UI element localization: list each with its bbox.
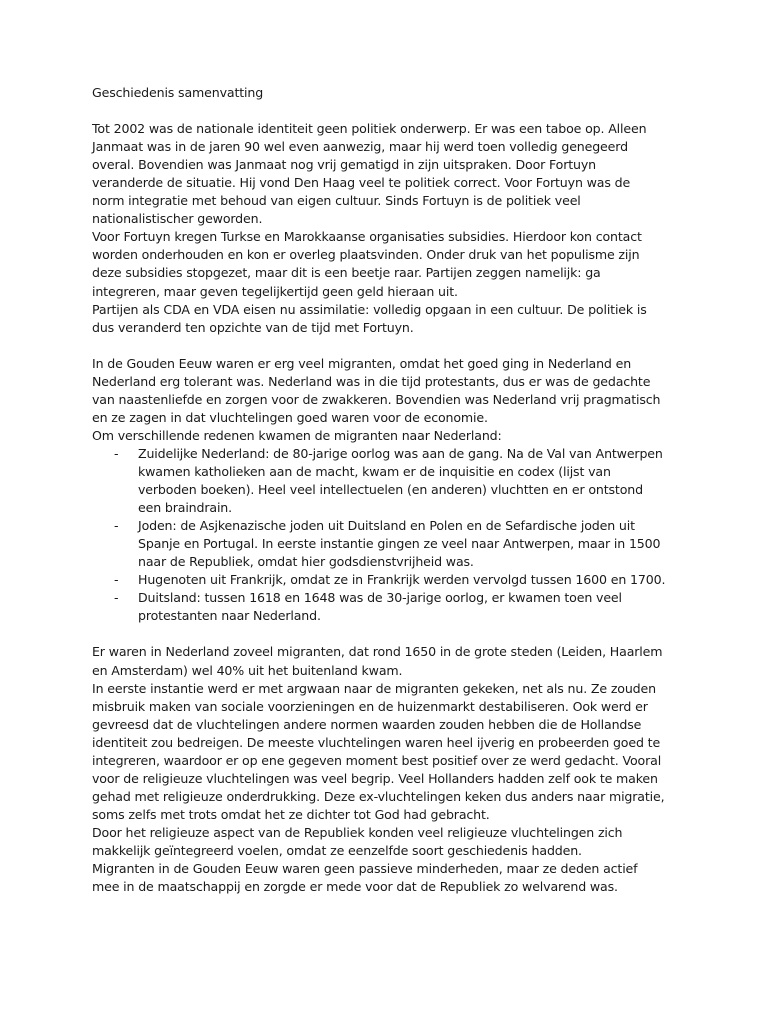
text-line: makkelijk geïntegreerd voelen, omdat ze eenzelfde soort geschiedenis hadden. [92, 842, 582, 858]
document-page [92, 84, 692, 896]
section-golden-age [92, 355, 692, 445]
text-line: veranderde de situatie. Hij vond Den Haag veel te politiek correct. Voor Fortuyn was de [92, 175, 631, 191]
text-line: Nederland erg tolerant was. Nederland was in die tijd protestants, dus er was de gedachte [92, 373, 651, 389]
list-item-line: een braindrain. [138, 500, 232, 516]
list-item [92, 445, 692, 517]
text-line: identiteit zou bedreigen. De meeste vluchtelingen waren heel ijverig en probeerden goed te [92, 734, 661, 750]
text-line: van naastenliefde en zorgen voor de zwakkeren. Bovendien was Nederland vrij pragmatisch [92, 391, 661, 407]
list-item-line: kwamen katholieken aan de macht, kwam er de inquisitie en codex (lijst van [138, 463, 611, 479]
text-line: Om verschillende redenen kwamen de migranten naar Nederland: [92, 427, 502, 443]
text-line: Migranten in de Gouden Eeuw waren geen passieve minderheden, maar ze deden actief [92, 861, 638, 877]
list-item [92, 571, 692, 589]
text-line: overal. Bovendien was Janmaat nog vrij gematigd in zijn uitspraken. Door Fortuyn [92, 157, 597, 173]
text-line: Er waren in Nederland zoveel migranten, dat rond 1650 in de grote steden (Leiden, Haarlem [92, 644, 663, 660]
text-line: nationalistischer geworden. [92, 211, 263, 227]
text-line: misbruik maken van sociale voorzieningen en de huizenmarkt destabiliseren. Ook werd er [92, 698, 648, 714]
text-line: Voor Fortuyn kregen Turkse en Marokkaanse organisaties subsidies. Hierdoor kon contact [92, 229, 642, 245]
list-item [92, 517, 692, 571]
list-item-line: Spanje en Portugal. In eerste instantie gingen ze veel naar Antwerpen, maar in 1500 [138, 536, 661, 552]
list-item-line: verboden boeken). Heel veel intellectuelen (en anderen) vluchtten en er ontstond [138, 482, 643, 498]
migrant-reasons-list [92, 445, 692, 625]
text-line: integreren, maar geven tegelijkertijd geen geld hieraan uit. [92, 283, 458, 299]
text-line: Door het religieuze aspect van de Republiek konden veel religieuze vluchtelingen zich [92, 824, 623, 840]
text-line: voor de religieuze vluchtelingen was veel begrip. Veel Hollanders hadden zelf ook te maken [92, 770, 658, 786]
list-item-line: naar de Republiek, omdat hier godsdienstvrijheid was. [138, 554, 474, 570]
list-item-line: Zuidelijke Nederland: de 80-jarige oorlog was aan de gang. Na de Val van Antwerpen [138, 445, 663, 461]
text-line: Partijen als CDA en VDA eisen nu assimilatie: volledig opgaan in een cultuur. De politiek is [92, 301, 647, 317]
text-line: norm integratie met behoud van eigen cultuur. Sinds Fortuyn is de politiek veel [92, 193, 581, 209]
section-migrants-perception [92, 643, 692, 896]
text-line: In de Gouden Eeuw waren er erg veel migranten, omdat het goed ging in Nederland en [92, 355, 632, 371]
bullet-dash: - [114, 590, 119, 606]
list-item-line: Hugenoten uit Frankrijk, omdat ze in Frankrijk werden vervolgd tussen 1600 en 1700. [138, 572, 666, 588]
paragraph-spacer [92, 102, 692, 120]
list-item-line: Joden: de Asjkenazische joden uit Duitsland en Polen en de Sefardische joden uit [138, 518, 635, 534]
paragraph-spacer [92, 625, 692, 643]
text-line: integreren, waardoor er op ene gegeven moment best positief over ze werd gedacht. Vooral [92, 752, 662, 768]
text-line: gehad met religieuze onderdrukking. Deze ex-vluchtelingen keken dus anders naar migratie, [92, 788, 665, 804]
text-line: deze subsidies stopgezet, maar dit is een beetje raar. Partijen zeggen namelijk: ga [92, 265, 601, 281]
text-line: Tot 2002 was de nationale identiteit geen politiek onderwerp. Er was een taboe op. Alleen [92, 121, 647, 137]
list-item-line: protestanten naar Nederland. [138, 608, 321, 624]
text-line: en Amsterdam) wel 40% uit het buitenland kwam. [92, 662, 403, 678]
text-line: mee in de maatschappij en zorgde er mede voor dat de Republiek zo welvarend was. [92, 879, 618, 895]
text-line: dus veranderd ten opzichte van de tijd met Fortuyn. [92, 319, 414, 335]
list-item-line: Duitsland: tussen 1618 en 1648 was de 30-jarige oorlog, er kwamen toen veel [138, 590, 622, 606]
bullet-dash: - [114, 445, 119, 461]
text-line: en ze zagen in dat vluchtelingen goed waren voor de economie. [92, 409, 488, 425]
document-title: Geschiedenis samenvatting [92, 85, 264, 100]
text-line: worden onderhouden en kon er overleg plaatsvinden. Onder druk van het populisme zijn [92, 247, 640, 263]
bullet-dash: - [114, 518, 119, 534]
text-line: Janmaat was in de jaren 90 wel even aanwezig, maar hij werd toen volledig genegeerd [92, 139, 628, 155]
section-politics [92, 120, 692, 337]
bullet-dash: - [114, 572, 119, 588]
text-line: soms zelfs met trots omdat het ze dichter tot God had gebracht. [92, 806, 490, 822]
list-item [92, 589, 692, 625]
text-line: gevreesd dat de vluchtelingen andere normen waarden zouden hebben die de Hollandse [92, 716, 642, 732]
text-line: In eerste instantie werd er met argwaan naar de migranten gekeken, net als nu. Ze zouden [92, 680, 656, 696]
paragraph-spacer [92, 337, 692, 355]
